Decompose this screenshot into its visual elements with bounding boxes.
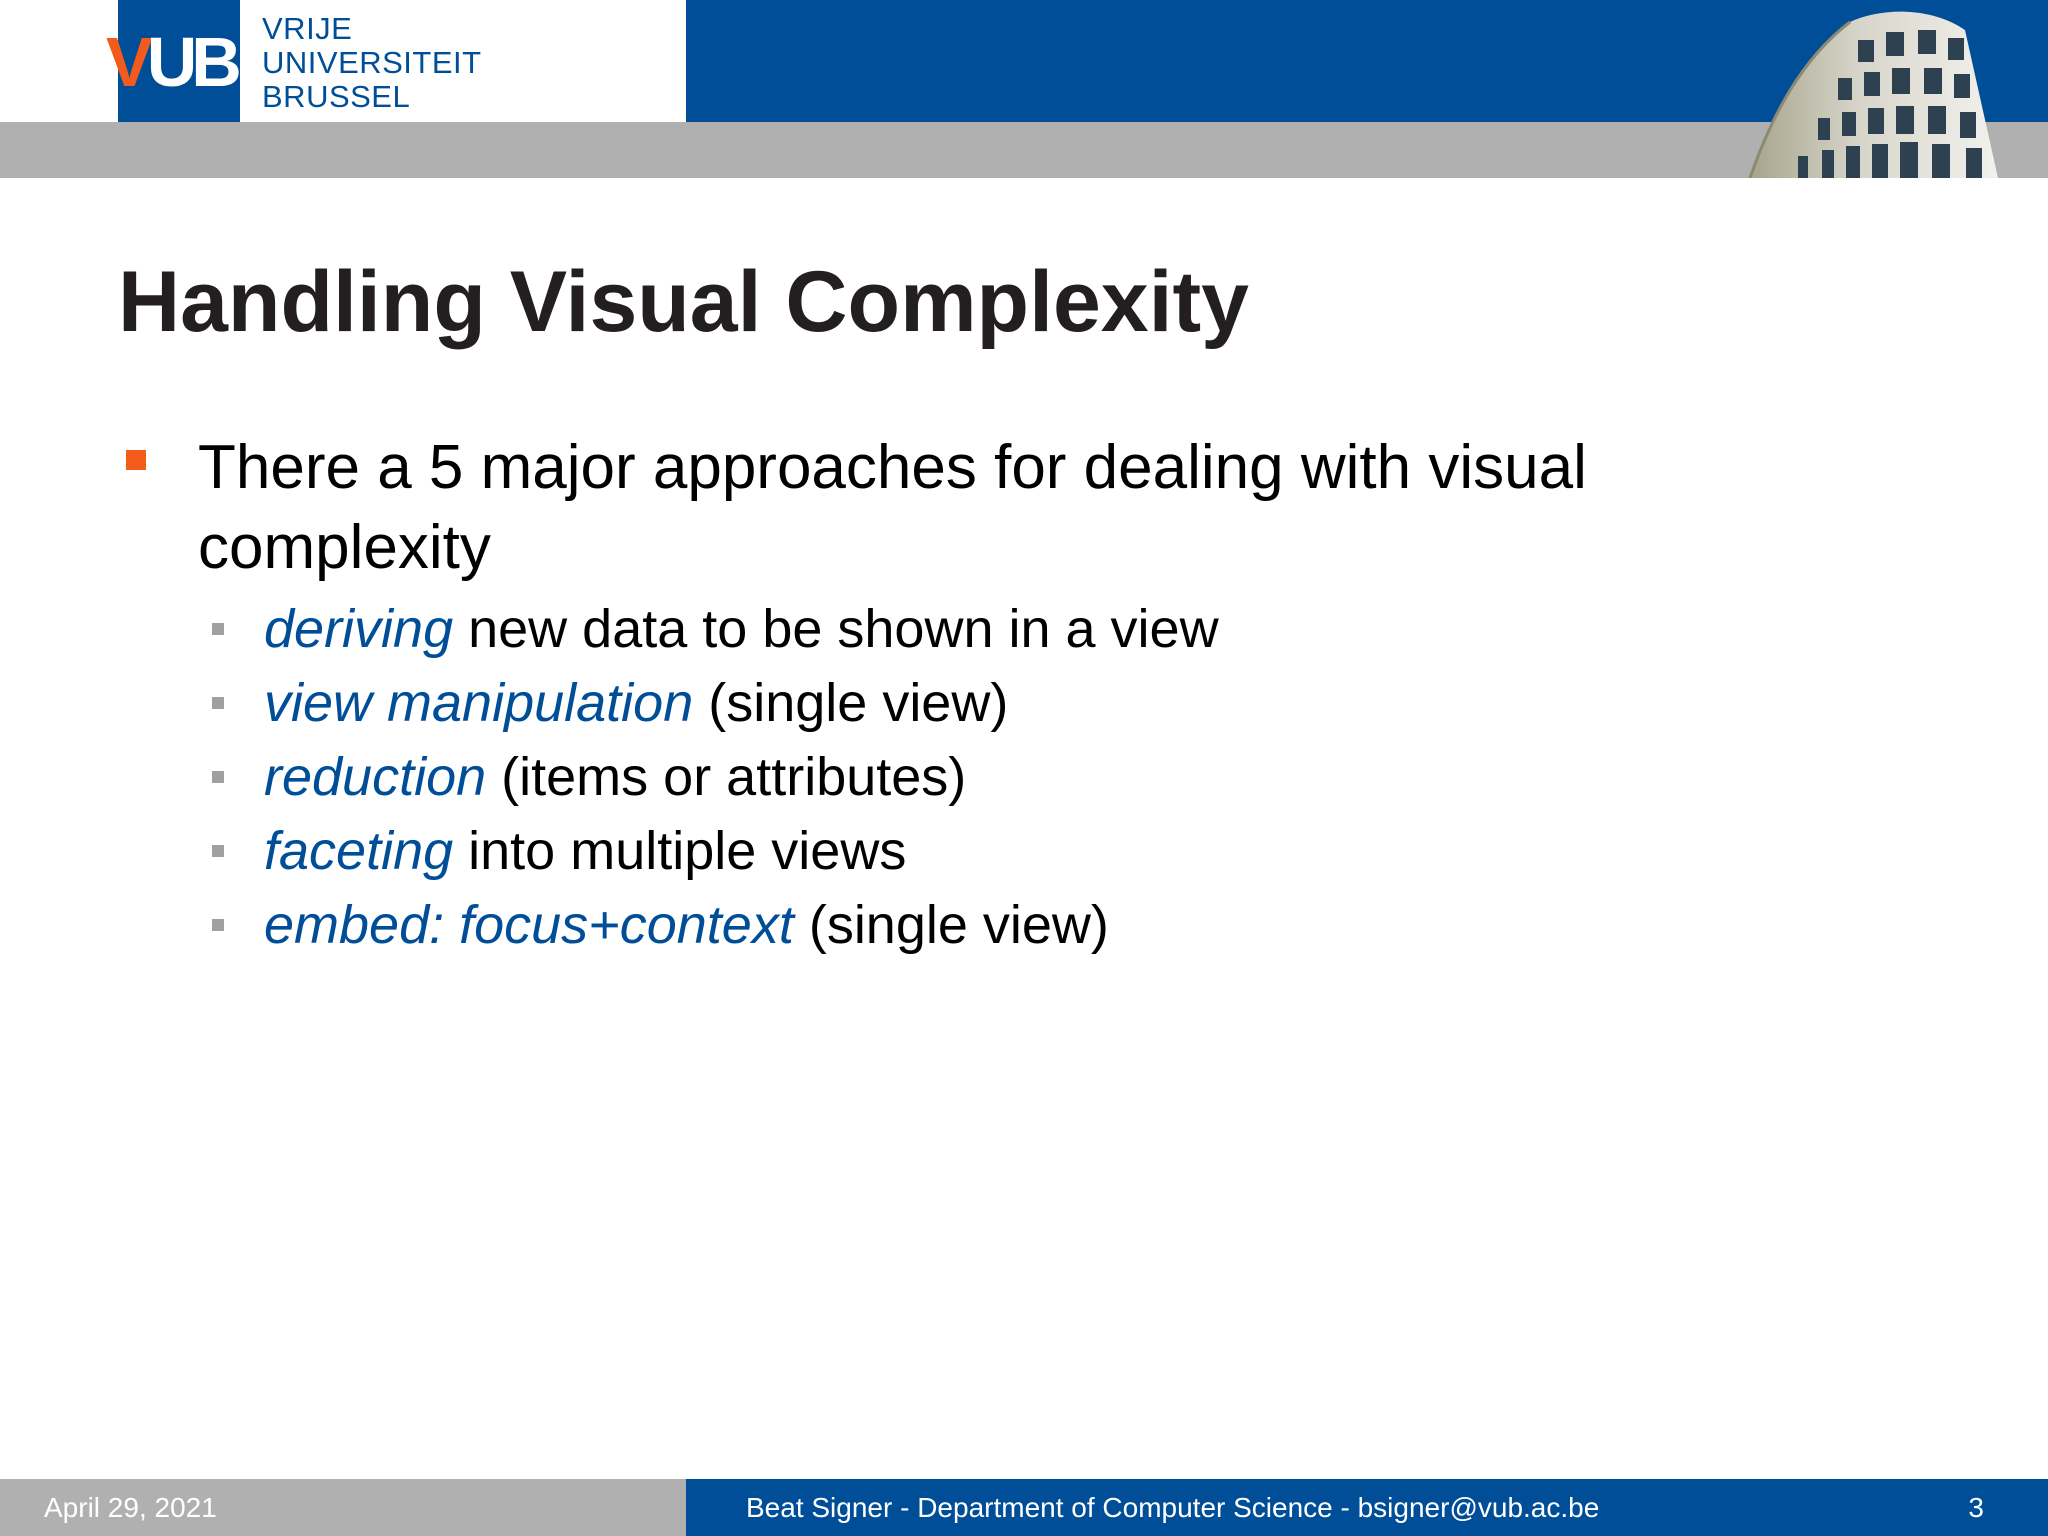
wordmark-line-1: VRIJE xyxy=(262,11,353,46)
list-item xyxy=(212,592,1219,666)
list-item xyxy=(212,814,1219,888)
approach-term: view manipulation xyxy=(264,673,694,733)
approach-description: (single view) xyxy=(793,895,1109,955)
wordmark-line-3: BRUSSEL xyxy=(262,79,411,114)
university-wordmark xyxy=(262,12,482,114)
approach-term: reduction xyxy=(264,747,487,807)
building-image xyxy=(1740,0,2000,178)
sub-bullet-marker xyxy=(212,845,224,857)
main-bullet-text: There a 5 major approaches for dealing with visual complexity xyxy=(198,433,1587,582)
approach-description: (items or attributes) xyxy=(486,747,967,807)
vub-logo: VUB xyxy=(106,23,236,101)
sub-bullet-marker xyxy=(212,919,224,931)
approach-term: deriving xyxy=(264,599,454,659)
sub-bullet-list xyxy=(212,592,1219,962)
approach-description: new data to be shown in a view xyxy=(453,599,1219,659)
footer-date: April 29, 2021 xyxy=(44,1492,217,1523)
approach-term: embed: focus+context xyxy=(264,895,794,955)
slide-title: Handling Visual Complexity xyxy=(118,254,1249,350)
list-item xyxy=(212,888,1219,962)
sub-bullet-marker xyxy=(212,771,224,783)
sub-bullet-marker xyxy=(212,623,224,635)
main-bullet-marker xyxy=(126,450,146,470)
list-item xyxy=(212,666,1219,740)
approach-description: (single view) xyxy=(693,673,1009,733)
list-item xyxy=(212,740,1219,814)
approach-description: into multiple views xyxy=(453,821,907,881)
page-number: 3 xyxy=(1968,1492,1984,1523)
sub-bullet-marker xyxy=(212,697,224,709)
footer-author-line: Beat Signer - Department of Computer Science - bsigner@vub.ac.be xyxy=(746,1492,1600,1523)
wordmark-line-2: UNIVERSITEIT xyxy=(262,45,482,80)
approach-term: faceting xyxy=(264,821,454,881)
